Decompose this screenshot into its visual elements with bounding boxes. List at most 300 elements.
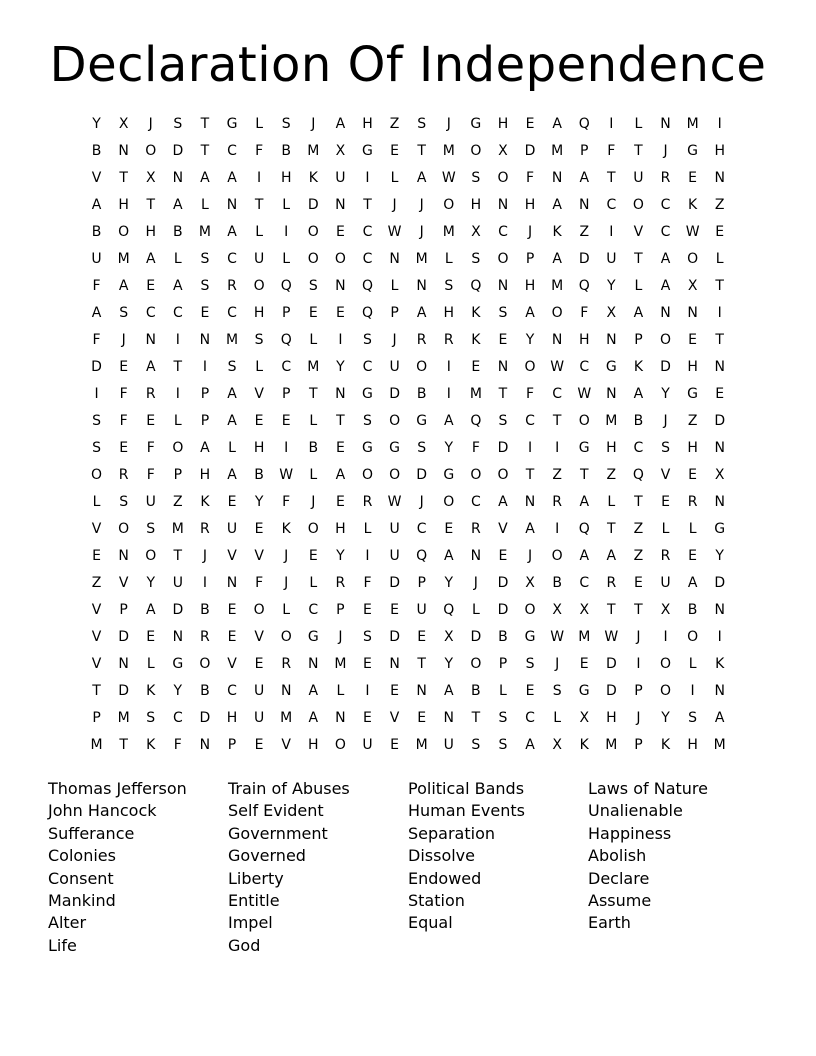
grid-letter: V: [227, 656, 237, 672]
grid-letter: J: [148, 116, 153, 132]
grid-letter: B: [416, 386, 427, 402]
grid-letter: M: [90, 737, 103, 753]
grid-letter: O: [497, 170, 509, 186]
grid-letter: L: [715, 251, 724, 267]
grid-letter: Y: [525, 332, 535, 348]
grid-letter: I: [636, 656, 641, 672]
grid-letter: N: [199, 737, 211, 753]
grid-row: [83, 111, 735, 138]
grid-letter: H: [606, 710, 617, 726]
grid-letter: R: [281, 656, 292, 672]
grid-letter: N: [335, 386, 346, 402]
grid-letter: J: [338, 629, 343, 645]
grid-letter: F: [119, 413, 128, 429]
grid-letter: N: [172, 170, 184, 186]
grid-letter: D: [199, 710, 211, 726]
grid-letter: Y: [444, 440, 454, 456]
grid-letter: L: [309, 467, 318, 483]
grid-letter: S: [146, 521, 156, 537]
grid-letter: L: [173, 251, 182, 267]
grid-letter: L: [309, 332, 318, 348]
grid-letter: A: [145, 251, 156, 267]
grid-letter: B: [552, 575, 562, 591]
grid-letter: L: [390, 170, 399, 186]
grid-letter: N: [416, 683, 427, 699]
grid-letter: I: [94, 386, 99, 402]
grid-letter: P: [417, 575, 426, 591]
grid-letter: N: [118, 143, 129, 159]
grid-letter: N: [145, 332, 156, 348]
grid-letter: M: [280, 710, 293, 726]
grid-letter: E: [335, 494, 345, 510]
grid-letter: O: [416, 359, 428, 375]
grid-letter: E: [335, 224, 345, 240]
grid-letter: I: [202, 575, 207, 591]
grid-letter: A: [227, 170, 237, 186]
grid-letter: D: [714, 413, 726, 429]
grid-letter: H: [118, 197, 129, 213]
grid-letter: S: [92, 413, 101, 429]
grid-letter: Z: [579, 224, 590, 240]
grid-letter: D: [389, 629, 400, 645]
grid-letter: P: [498, 656, 508, 672]
grid-row: [83, 192, 735, 219]
grid-letter: F: [282, 494, 291, 510]
grid-letter: U: [91, 251, 102, 267]
grid-letter: N: [172, 629, 184, 645]
grid-letter: J: [663, 143, 668, 159]
grid-letter: A: [200, 440, 210, 456]
grid-letter: N: [389, 251, 400, 267]
grid-letter: G: [524, 629, 536, 645]
grid-letter: O: [361, 467, 373, 483]
grid-letter: X: [579, 602, 590, 618]
grid-letter: A: [498, 494, 508, 510]
grid-letter: G: [714, 521, 726, 537]
grid-letter: D: [172, 602, 184, 618]
grid-letter: B: [200, 683, 210, 699]
grid-letter: W: [550, 629, 565, 645]
grid-letter: H: [335, 521, 346, 537]
grid-letter: N: [199, 332, 211, 348]
grid-letter: M: [117, 251, 130, 267]
grid-letter: O: [660, 332, 672, 348]
grid-letter: P: [336, 602, 345, 618]
word-list-item: Colonies: [48, 846, 116, 866]
grid-letter: C: [172, 305, 183, 321]
grid-letter: T: [634, 602, 643, 618]
grid-letter: T: [173, 359, 183, 375]
grid-letter: U: [335, 170, 346, 186]
grid-letter: N: [443, 710, 454, 726]
grid-letter: J: [284, 548, 289, 564]
grid-letter: F: [173, 737, 182, 753]
grid-letter: A: [145, 602, 156, 618]
grid-letter: P: [173, 467, 183, 483]
grid-letter: X: [552, 602, 562, 618]
grid-letter: H: [606, 440, 617, 456]
grid-letter: L: [499, 683, 507, 699]
grid-letter: G: [578, 683, 590, 699]
grid-letter: D: [660, 359, 671, 375]
grid-letter: F: [119, 386, 128, 402]
word-list-item: John Hancock: [48, 801, 157, 821]
grid-letter: L: [173, 413, 182, 429]
word-list-item: Separation: [408, 823, 495, 843]
grid-letter: D: [497, 440, 509, 456]
grid-row: [83, 705, 735, 732]
word-list-item: Station: [408, 891, 465, 911]
grid-letter: E: [227, 629, 237, 645]
grid-letter: G: [389, 440, 400, 456]
grid-letter: G: [416, 413, 428, 429]
grid-letter: S: [119, 494, 129, 510]
grid-letter: W: [550, 359, 565, 375]
grid-letter: N: [497, 359, 509, 375]
grid-letter: Z: [173, 494, 183, 510]
grid-letter: A: [525, 521, 535, 537]
grid-letter: B: [308, 440, 319, 456]
grid-letter: U: [253, 710, 265, 726]
word-column: [228, 778, 403, 957]
grid-letter: K: [471, 305, 481, 321]
grid-letter: R: [145, 386, 156, 402]
grid-letter: S: [471, 251, 481, 267]
grid-letter: O: [280, 629, 292, 645]
grid-letter: Y: [661, 710, 670, 726]
grid-letter: E: [390, 737, 399, 753]
grid-letter: P: [119, 602, 128, 618]
word-list-item: Government: [228, 823, 328, 843]
grid-letter: H: [145, 224, 156, 240]
grid-letter: Q: [578, 521, 590, 537]
grid-letter: I: [527, 440, 533, 456]
grid-letter: C: [362, 224, 373, 240]
grid-letter: T: [715, 278, 724, 294]
grid-letter: O: [172, 440, 184, 456]
grid-letter: T: [634, 494, 643, 510]
grid-letter: I: [555, 440, 560, 456]
grid-letter: S: [92, 440, 101, 456]
grid-letter: T: [417, 143, 426, 159]
word-list-item: Train of Abuses: [228, 779, 350, 798]
grid-letter: V: [389, 710, 400, 726]
grid-letter: F: [471, 440, 480, 456]
grid-letter: E: [525, 683, 535, 699]
grid-letter: H: [524, 278, 536, 294]
grid-letter: E: [335, 440, 345, 456]
grid-letter: F: [92, 332, 101, 348]
grid-letter: S: [281, 116, 291, 132]
grid-letter: M: [415, 251, 428, 267]
grid-letter: O: [118, 521, 130, 537]
grid-letter: A: [552, 251, 562, 267]
grid-letter: B: [91, 224, 102, 240]
grid-letter: E: [92, 548, 101, 564]
grid-letter: N: [470, 548, 482, 564]
grid-letter: O: [253, 602, 265, 618]
grid-letter: D: [497, 602, 509, 618]
grid-letter: N: [714, 170, 725, 186]
grid-letter: G: [362, 143, 373, 159]
grid-letter: M: [334, 656, 347, 672]
grid-letter: X: [606, 305, 617, 321]
word-list-item: Liberty: [228, 868, 284, 888]
grid-letter: C: [498, 224, 508, 240]
grid-letter: P: [580, 143, 589, 159]
grid-letter: E: [390, 683, 399, 699]
grid-letter: U: [660, 575, 671, 591]
grid-letter: F: [526, 170, 535, 186]
word-list-item: Alter: [48, 913, 87, 933]
grid-letter: D: [118, 629, 130, 645]
grid-letter: U: [633, 170, 644, 186]
grid-letter: J: [392, 197, 397, 213]
grid-letter: H: [470, 197, 482, 213]
word-column: [408, 778, 583, 935]
grid-letter: T: [607, 170, 616, 186]
grid-letter: V: [91, 602, 102, 618]
grid-letter: Y: [444, 575, 454, 591]
grid-letter: C: [660, 197, 671, 213]
grid-letter: Y: [444, 656, 454, 672]
grid-row: [83, 327, 735, 354]
grid-letter: S: [363, 629, 372, 645]
grid-letter: T: [471, 710, 481, 726]
grid-letter: A: [91, 305, 102, 321]
grid-letter: I: [609, 116, 614, 132]
grid-letter: T: [200, 116, 210, 132]
grid-letter: T: [525, 467, 535, 483]
grid-letter: F: [363, 575, 372, 591]
grid-letter: S: [227, 359, 237, 375]
grid-letter: F: [255, 575, 264, 591]
grid-letter: N: [389, 656, 400, 672]
grid-letter: N: [118, 656, 129, 672]
grid-letter: X: [471, 224, 481, 240]
grid-letter: O: [470, 656, 482, 672]
grid-letter: C: [227, 305, 237, 321]
grid-letter: A: [579, 170, 590, 186]
grid-letter: J: [392, 332, 397, 348]
grid-letter: V: [227, 548, 237, 564]
grid-letter: G: [226, 116, 238, 132]
grid-row: [83, 678, 735, 705]
grid-letter: M: [605, 737, 618, 753]
grid-letter: T: [634, 143, 643, 159]
grid-letter: C: [308, 602, 319, 618]
grid-letter: A: [227, 467, 237, 483]
grid-letter: M: [605, 413, 618, 429]
grid-letter: B: [281, 143, 291, 159]
grid-letter: I: [365, 170, 370, 186]
grid-letter: B: [687, 602, 698, 618]
grid-letter: D: [497, 575, 509, 591]
grid-letter: O: [524, 359, 536, 375]
grid-letter: U: [606, 251, 617, 267]
grid-letter: I: [284, 440, 289, 456]
grid-letter: S: [471, 737, 481, 753]
grid-letter: Y: [173, 683, 183, 699]
grid-letter: C: [552, 386, 563, 402]
grid-letter: J: [419, 197, 424, 213]
grid-letter: R: [227, 278, 237, 294]
grid-letter: G: [687, 386, 699, 402]
grid-letter: N: [280, 683, 292, 699]
grid-letter: L: [553, 710, 562, 726]
grid-letter: E: [417, 710, 427, 726]
grid-letter: X: [443, 629, 454, 645]
grid-letter: N: [714, 440, 725, 456]
grid-letter: A: [633, 305, 644, 321]
grid-letter: R: [552, 494, 562, 510]
grid-letter: X: [660, 602, 671, 618]
grid-letter: E: [688, 467, 698, 483]
grid-letter: O: [307, 521, 319, 537]
grid-letter: I: [365, 548, 370, 564]
grid-letter: O: [497, 467, 509, 483]
grid-letter: H: [308, 737, 319, 753]
grid-letter: F: [255, 143, 264, 159]
grid-letter: B: [200, 602, 210, 618]
grid-letter: W: [387, 224, 402, 240]
grid-letter: Y: [715, 548, 724, 564]
grid-letter: A: [687, 575, 698, 591]
grid-letter: X: [552, 737, 562, 753]
grid-letter: U: [389, 521, 400, 537]
grid-letter: S: [688, 710, 698, 726]
grid-letter: H: [497, 116, 509, 132]
grid-letter: C: [579, 575, 590, 591]
word-list-item: Declare: [588, 868, 650, 888]
word-list-item: Self Evident: [228, 801, 324, 821]
grid-letter: O: [307, 224, 319, 240]
grid-letter: W: [685, 224, 700, 240]
grid-letter: L: [336, 683, 345, 699]
grid-letter: M: [415, 737, 428, 753]
grid-letter: D: [524, 143, 536, 159]
grid-letter: Y: [336, 359, 345, 375]
grid-letter: C: [660, 224, 671, 240]
grid-letter: Q: [443, 602, 455, 618]
word-list-item: Happiness: [588, 823, 672, 843]
grid-letter: H: [443, 305, 455, 321]
grid-letter: E: [688, 332, 698, 348]
grid-letter: Q: [361, 278, 373, 294]
grid-letter: T: [363, 197, 372, 213]
grid-letter: A: [443, 413, 454, 429]
grid-letter: Z: [389, 116, 400, 132]
grid-letter: O: [660, 683, 672, 699]
grid-letter: N: [226, 575, 238, 591]
grid-letter: Y: [336, 548, 345, 564]
grid-letter: I: [338, 332, 343, 348]
grid-letter: C: [606, 197, 617, 213]
grid-letter: U: [253, 251, 265, 267]
grid-letter: N: [578, 197, 590, 213]
grid-letter: V: [118, 575, 129, 591]
grid-letter: L: [634, 278, 643, 294]
grid-letter: B: [173, 224, 183, 240]
grid-letter: O: [334, 737, 346, 753]
grid-letter: E: [498, 548, 508, 564]
grid-letter: Y: [254, 494, 264, 510]
grid-letter: K: [552, 224, 562, 240]
grid-letter: A: [443, 548, 454, 564]
grid-letter: O: [443, 494, 455, 510]
grid-letter: X: [335, 143, 346, 159]
grid-letter: S: [498, 305, 508, 321]
grid-letter: L: [92, 494, 101, 510]
grid-letter: F: [92, 278, 101, 294]
grid-letter: H: [687, 737, 698, 753]
grid-letter: S: [525, 656, 535, 672]
grid-letter: E: [525, 116, 535, 132]
grid-letter: E: [200, 305, 210, 321]
grid-letter: P: [634, 683, 643, 699]
grid-letter: P: [281, 305, 291, 321]
grid-letter: E: [227, 494, 237, 510]
grid-letter: T: [92, 683, 101, 699]
grid-letter: S: [363, 413, 372, 429]
grid-letter: G: [470, 116, 482, 132]
grid-letter: Z: [91, 575, 102, 591]
grid-letter: S: [444, 278, 454, 294]
grid-letter: N: [524, 494, 536, 510]
grid-letter: J: [202, 548, 207, 564]
grid-letter: Y: [92, 116, 101, 132]
grid-row: [83, 732, 735, 759]
grid-letter: I: [690, 683, 695, 699]
grid-letter: M: [171, 521, 184, 537]
grid-letter: W: [441, 170, 456, 186]
grid-letter: G: [362, 440, 373, 456]
grid-letter: L: [255, 224, 264, 240]
grid-letter: L: [688, 521, 697, 537]
grid-letter: E: [498, 332, 508, 348]
grid-letter: J: [473, 575, 478, 591]
grid-letter: D: [416, 467, 428, 483]
grid-letter: N: [226, 197, 238, 213]
grid-letter: V: [633, 224, 644, 240]
word-list-item: God: [228, 935, 261, 955]
grid-letter: A: [443, 683, 454, 699]
grid-letter: K: [146, 683, 156, 699]
grid-letter: T: [146, 197, 156, 213]
grid-letter: D: [389, 386, 400, 402]
grid-letter: O: [145, 548, 157, 564]
grid-letter: Q: [280, 332, 292, 348]
grid-letter: S: [173, 116, 183, 132]
grid-letter: L: [255, 359, 264, 375]
grid-letter: C: [172, 710, 183, 726]
grid-letter: Q: [280, 278, 292, 294]
grid-letter: K: [715, 656, 725, 672]
grid-letter: N: [497, 278, 509, 294]
grid-letter: P: [227, 737, 237, 753]
grid-letter: T: [498, 386, 508, 402]
grid-letter: A: [173, 197, 183, 213]
grid-letter: U: [226, 521, 238, 537]
grid-letter: K: [471, 332, 481, 348]
grid-letter: X: [687, 278, 698, 294]
grid-letter: C: [470, 494, 481, 510]
grid-letter: P: [390, 305, 399, 321]
word-list-item: Mankind: [48, 891, 116, 911]
grid-letter: L: [688, 656, 697, 672]
grid-letter: V: [91, 629, 102, 645]
grid-letter: R: [335, 575, 346, 591]
